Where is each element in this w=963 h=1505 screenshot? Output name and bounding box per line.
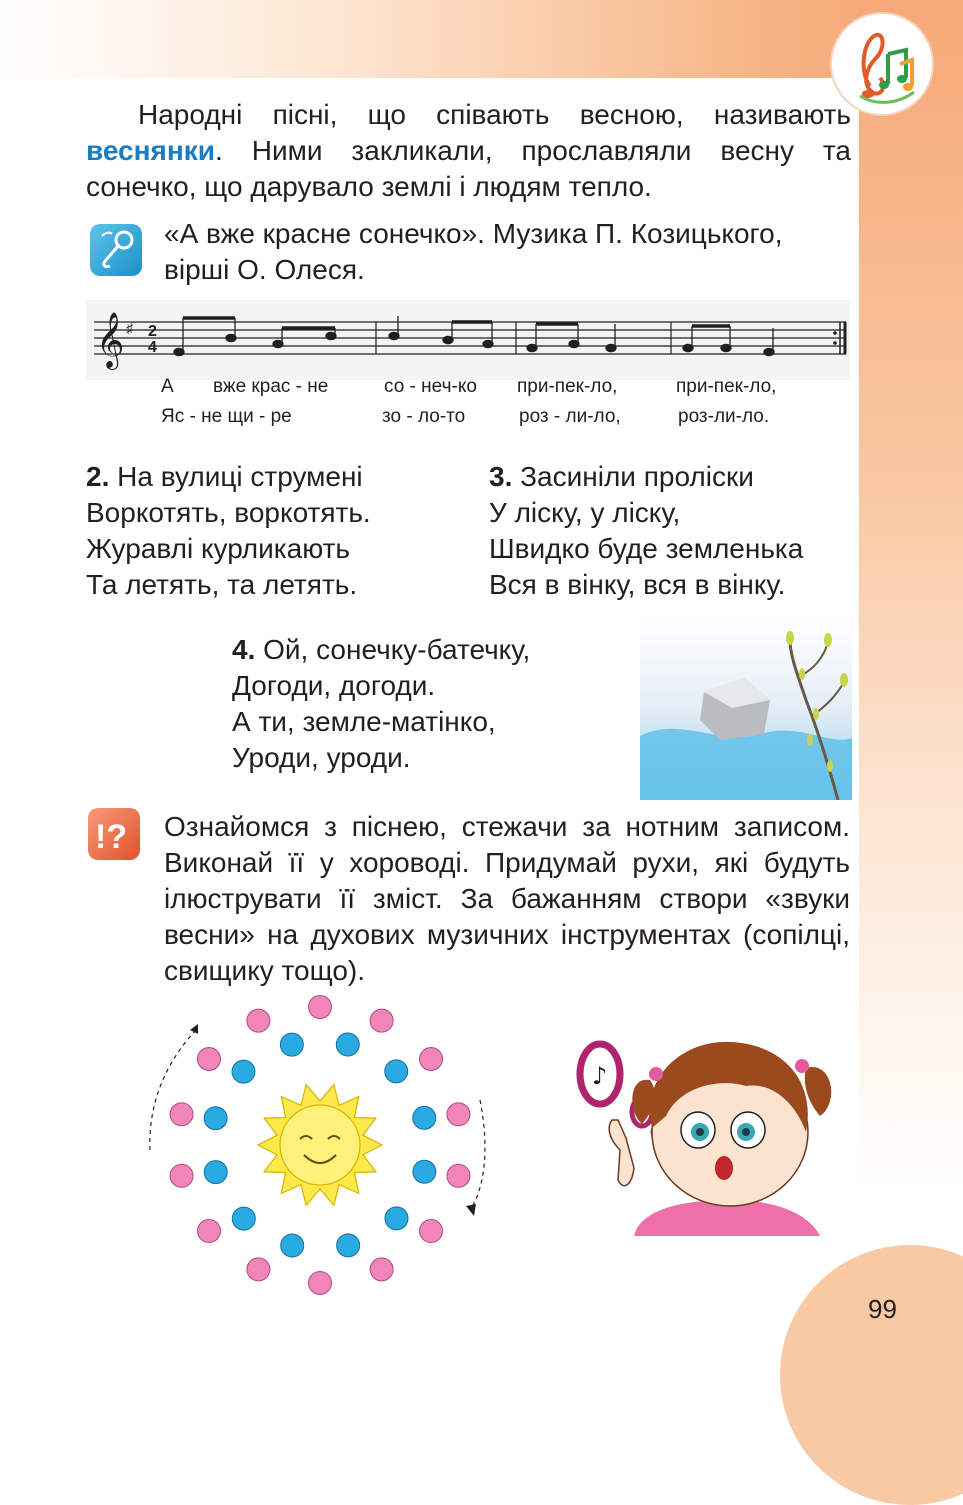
dancer-inner-circle [413,1160,436,1183]
dancer-outer-circle [247,1258,270,1281]
page-number-decor [780,1245,963,1505]
lyric-row1-word: А [161,376,174,397]
lyric-row1-word: вже крас - не [213,376,329,397]
lyric-row2-word: роз - ли-ло, [519,406,621,427]
verse-line: Швидко буде земленька [489,533,804,564]
dancer-inner-circle [204,1107,227,1130]
dancer-inner-circle [385,1207,408,1230]
lyric-row2-word: Яс - не щи - ре [161,406,292,427]
verse-number: 3. [489,461,513,492]
dancer-outer-circle [170,1164,193,1187]
dancer-inner-circle [336,1033,359,1056]
verse-number: 2. [86,461,110,492]
question-exclamation-icon [88,808,140,860]
verse-line: Журавлі курликають [86,533,351,564]
dance-direction-arrow [150,1030,196,1150]
verse-line: Та летять, та летять. [86,569,358,600]
verse-2 [86,459,371,603]
music-staff [86,300,850,432]
lyric-row1-word: при-пек-ло, [517,376,618,397]
singing-girl-illustration [570,1020,860,1240]
intro-text-end: . Ними закликали, прославляли весну та сонечко, що дарувало землі і людям тепло. [86,135,851,202]
arrow-head-icon [466,1204,476,1216]
dancer-outer-circle [197,1220,220,1243]
verse-4 [232,632,530,776]
dancer-inner-circle [232,1207,255,1230]
dancer-outer-circle [370,1258,393,1281]
time-signature-top: 2 [148,323,157,340]
task-paragraph: Ознайомся з піснею, стежачи за нотним записом. Виконай її у хороводі. Придумай рухи, які будуть ілюструвати її зміст. За бажанням створи «звуки весни» на духових музичних інструментах (сопілці, свищику тощо). [164,811,850,986]
verse-line: Засиніли проліски [512,461,754,492]
verse-line: Догоди, догоди. [232,670,436,701]
verse-line: Уроди, уроди. [232,742,411,773]
page-number: 99 [868,1294,897,1324]
sun-face-icon [280,1105,360,1185]
dancer-outer-circle [370,1009,393,1032]
top-decor-band [0,0,963,78]
dancer-outer-circle [420,1220,443,1243]
song-title-line1: «А вже красне сонечко». Музика П. Козицького, [164,218,783,249]
verse-line: На вулиці струмені [109,461,363,492]
lyric-row1-word: при-пек-ло, [676,376,777,397]
intro-paragraph [86,97,851,205]
lyric-row2-word: роз-ли-ло. [678,406,770,427]
dancer-inner-circle [281,1234,304,1257]
dancer-outer-circle [197,1047,220,1070]
spring-stream-illustration [640,616,852,800]
verse-line: У ліску, у ліску, [489,497,681,528]
dance-direction-arrow [470,1100,485,1210]
svg-text:!?: !? [95,818,128,856]
dancer-inner-circle [413,1106,436,1129]
verse-number: 4. [232,634,256,665]
lyric-row2-word: зо - ло-то [382,406,466,427]
treble-clef-icon: 𝄞 [96,312,125,368]
intro-text-start: Народні пісні, що співають весною, називають [138,99,851,130]
verse-line: Воркотять, воркотять. [86,497,371,528]
dancer-outer-circle [447,1164,470,1187]
microphone-icon [90,224,142,276]
lyric-row1-word: со - неч-ко [384,376,477,397]
dancer-inner-circle [280,1033,303,1056]
dancer-outer-circle [447,1103,470,1126]
dancer-outer-circle [247,1009,270,1032]
round-dance-illustration [140,990,500,1300]
time-signature-bottom: 4 [148,339,157,356]
dancer-outer-circle [309,996,332,1019]
verse-line: А ти, земле-матінко, [232,706,496,737]
side-decor-band [859,0,963,1394]
dancer-outer-circle [420,1047,443,1070]
song-title-line2: вірші О. Олеся. [164,254,365,285]
song-title [164,216,850,288]
keyword-vesnianky: веснянки [86,135,216,166]
dancer-inner-circle [337,1234,360,1257]
dancer-inner-circle [232,1060,255,1083]
dancer-inner-circle [204,1161,227,1184]
verse-line: Ой, сонечку-батечку, [255,634,531,665]
verse-line: Вся в вінку, вся в вінку. [489,569,786,600]
dancer-outer-circle [309,1272,332,1295]
svg-text:♯: ♯ [126,320,133,336]
svg-text:♪: ♪ [592,1062,608,1090]
dancer-inner-circle [385,1060,408,1083]
dancer-outer-circle [170,1103,193,1126]
verse-3 [489,459,803,603]
